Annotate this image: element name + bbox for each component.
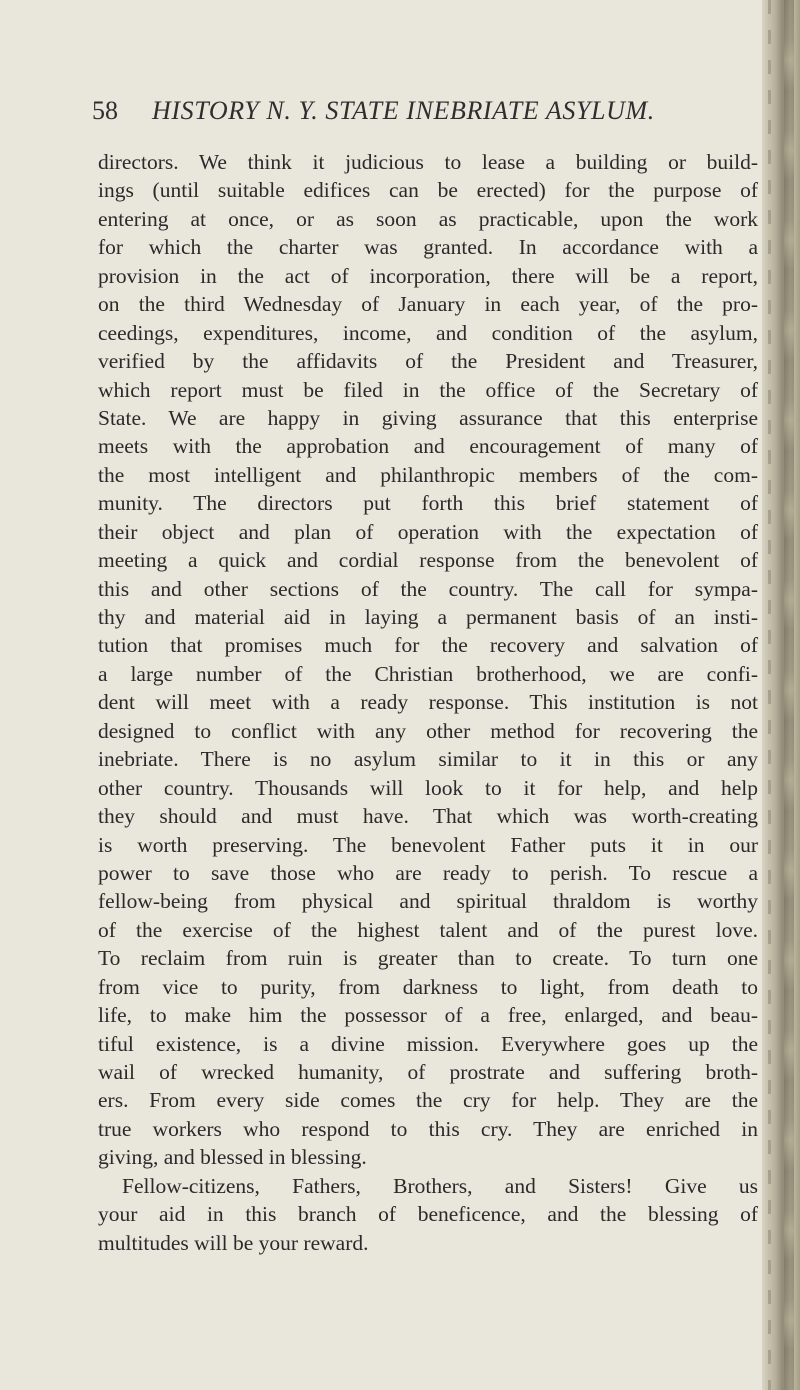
text-line: dent will meet with a ready response. This institution is not (98, 690, 758, 715)
text-line: To reclaim from ruin is greater than to create. To turn one (98, 946, 758, 971)
text-line: inebriate. There is no asylum similar to it in this or any (98, 747, 758, 772)
running-header (92, 96, 752, 136)
text-line: tution that promises much for the recovery and salvation of (98, 633, 758, 658)
text-line: thy and material aid in laying a permanent basis of an insti- (98, 605, 758, 629)
text-line: true workers who respond to this cry. They are enriched in (98, 1116, 758, 1141)
text-line: the most intelligent and philanthropic members of the com- (98, 462, 758, 487)
text-line: a large number of the Christian brotherhood, we are confi- (98, 661, 758, 686)
text-line: munity. The directors put forth this brief statement of (98, 491, 758, 516)
text-line: your aid in this branch of beneficence, and the blessing of (98, 1202, 758, 1227)
text-line: State. We are happy in giving assurance that this enterprise (98, 405, 758, 430)
book-spine-edge (762, 0, 800, 1390)
text-line: from vice to purity, from darkness to light, from death to (98, 974, 758, 999)
text-line: of the exercise of the highest talent and of the purest love. (98, 917, 758, 942)
text-line: for which the charter was granted. In accordance with a (98, 235, 758, 260)
text-line: is worth preserving. The benevolent Father puts it in our (98, 832, 758, 857)
text-line: ings (until suitable edifices can be erected) for the purpose of (98, 178, 758, 203)
page-number: 58 (92, 96, 118, 125)
text-line: multitudes will be your reward. (98, 1230, 369, 1255)
text-line: directors. We think it judicious to lease a building or build- (98, 150, 758, 174)
text-line: their object and plan of operation with the expectation of (98, 519, 758, 544)
body-text (98, 148, 758, 1257)
text-line: life, to make him the possessor of a free, enlarged, and beau- (98, 1003, 758, 1028)
text-line: on the third Wednesday of January in each year, of the pro- (98, 292, 758, 317)
paragraph-1 (98, 148, 758, 1172)
text-line: verified by the affidavits of the President and Treasurer, (98, 349, 758, 374)
text-line: meeting a quick and cordial response from the benevolent of (98, 548, 758, 573)
text-line: meets with the approbation and encouragement of many of (98, 434, 758, 459)
text-line: giving, and blessed in blessing. (98, 1145, 367, 1170)
text-line: ceedings, expenditures, income, and condition of the asylum, (98, 320, 758, 345)
text-line: ers. From every side comes the cry for help. They are the (98, 1088, 758, 1113)
text-line: wail of wrecked humanity, of prostrate and suffering broth- (98, 1060, 758, 1084)
text-line: other country. Thousands will look to it for help, and help (98, 775, 758, 800)
text-line: Fellow-citizens, Fathers, Brothers, and Sisters! Give us (122, 1173, 758, 1198)
running-title: HISTORY N. Y. STATE INEBRIATE ASYLUM. (152, 96, 655, 125)
text-line: they should and must have. That which was worth-creating (98, 804, 758, 829)
text-line: power to save those who are ready to perish. To rescue a (98, 860, 758, 885)
paragraph-2 (98, 1172, 758, 1257)
text-line: designed to conflict with any other method for recovering the (98, 718, 758, 743)
text-line: which report must be filed in the office of the Secretary of (98, 377, 758, 402)
text-line: provision in the act of incorporation, there will be a report, (98, 263, 758, 288)
text-line: fellow-being from physical and spiritual thraldom is worthy (98, 889, 758, 914)
text-line: tiful existence, is a divine mission. Everywhere goes up the (98, 1031, 758, 1056)
text-line: this and other sections of the country. The call for sympa- (98, 576, 758, 601)
text-line: entering at once, or as soon as practicable, upon the work (98, 206, 758, 231)
